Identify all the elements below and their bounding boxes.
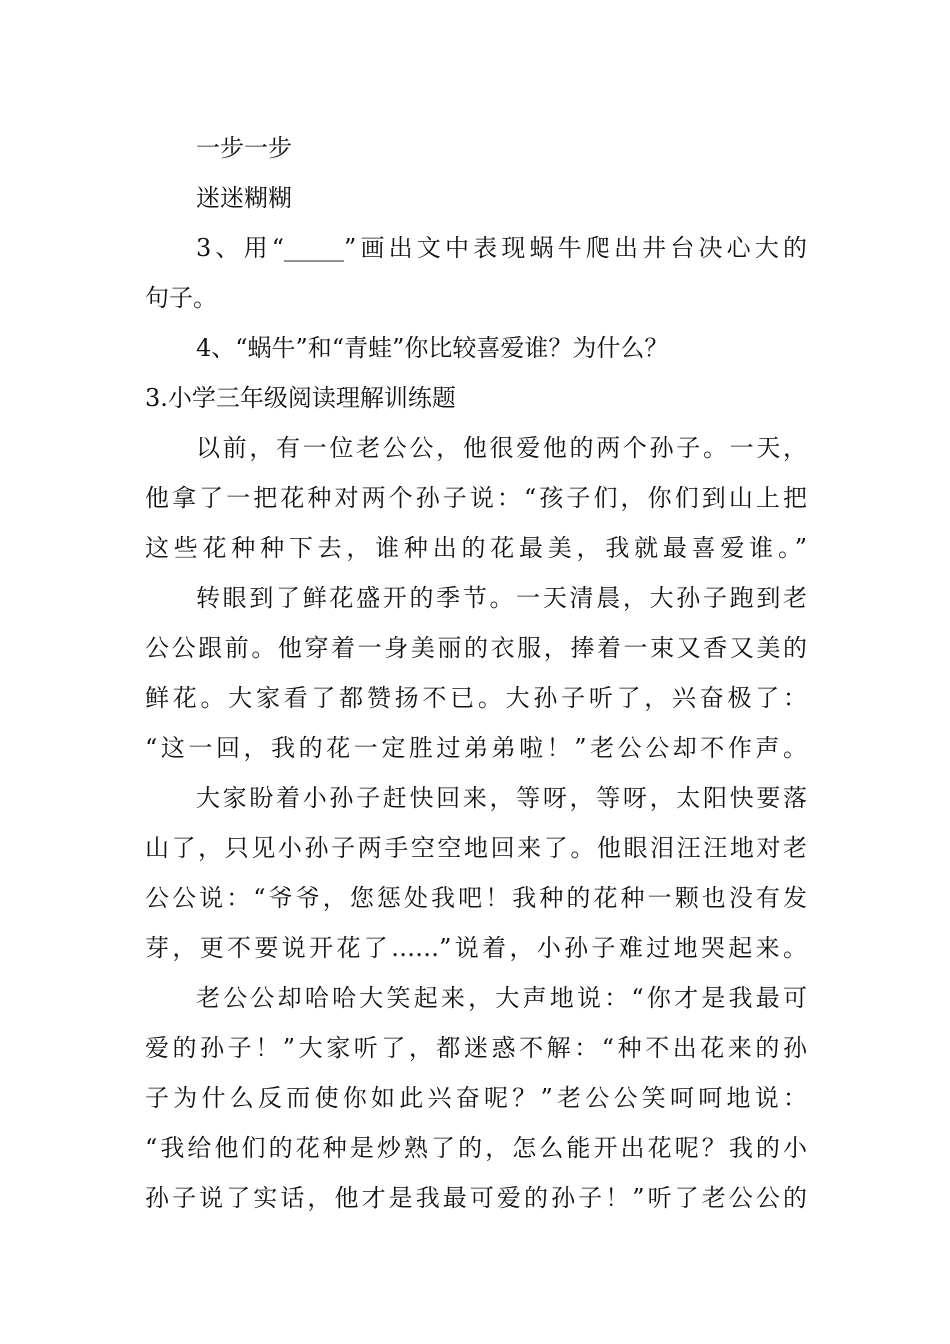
text-line: 句子。: [145, 284, 217, 312]
text-line: 子为什么反而使你如此兴奋呢？”老公公笑呵呵地说：: [145, 1084, 807, 1112]
text-line: 山了，只见小孙子两手空空地回来了。他眼泪汪汪地对老: [145, 834, 807, 862]
text-line: 一步一步: [196, 134, 292, 162]
text-line: 大家盼着小孙子赶快回来，等呀，等呀，太阳快要落: [196, 784, 807, 812]
text-line: 他拿了一把花种对两个孙子说：“孩子们，你们到山上把: [145, 484, 807, 512]
text-line: 迷迷糊糊: [196, 184, 292, 212]
text-line: 这些花种种下去，谁种出的花最美，我就最喜爱谁。”: [145, 534, 807, 562]
section-heading: 3.小学三年级阅读理解训练题: [145, 384, 456, 412]
text-line: 3、用“_____”画出文中表现蜗牛爬出井台决心大的: [196, 234, 807, 262]
text-line: 公公跟前。他穿着一身美丽的衣服，捧着一束又香又美的: [145, 634, 807, 662]
text-line: 芽，更不要说开花了……”说着，小孙子难过地哭起来。: [145, 934, 807, 962]
text-line: 孙子说了实话，他才是我最可爱的孙子！”听了老公公的: [145, 1184, 807, 1212]
text-line: “我给他们的花种是炒熟了的，怎么能开出花呢？我的小: [145, 1134, 807, 1162]
text-line: 爱的孙子！”大家听了，都迷惑不解：“种不出花来的孙: [145, 1034, 807, 1062]
text-line: 鲜花。大家看了都赞扬不已。大孙子听了，兴奋极了：: [145, 684, 807, 712]
text-line: 4、“蜗牛”和“青蛙”你比较喜爱谁？为什么？: [196, 334, 669, 362]
text-line: “这一回，我的花一定胜过弟弟啦！”老公公却不作声。: [145, 734, 807, 762]
text-line: 以前，有一位老公公，他很爱他的两个孙子。一天，: [196, 434, 807, 462]
text-line: 老公公却哈哈大笑起来，大声地说：“你才是我最可: [196, 984, 807, 1012]
text-line: 转眼到了鲜花盛开的季节。一天清晨，大孙子跑到老: [196, 584, 807, 612]
text-line: 公公说：“爷爷，您惩处我吧！我种的花种一颗也没有发: [145, 884, 807, 912]
